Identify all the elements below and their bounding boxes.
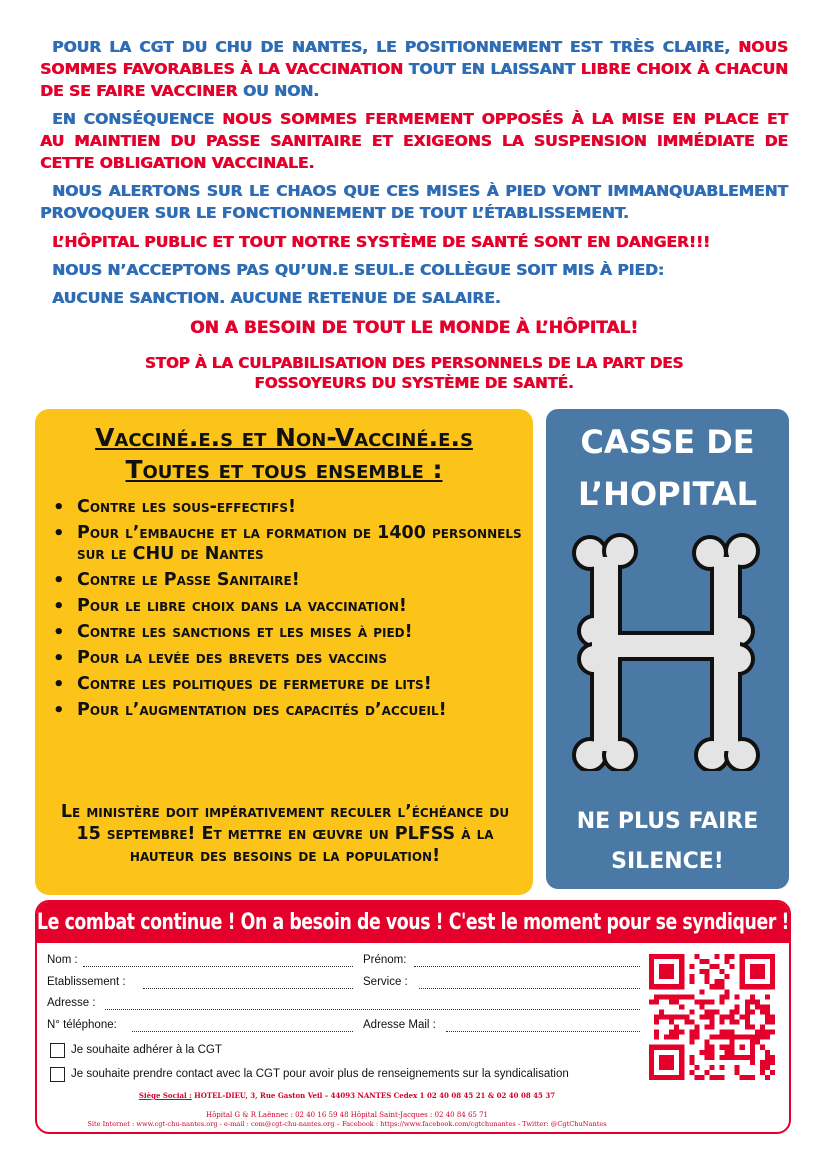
intro-paragraph-1 — [40, 36, 788, 102]
adherer-checkbox[interactable] — [50, 1043, 65, 1058]
demands-title-1: Vacciné.e.s et Non-Vacciné.e.s — [95, 423, 473, 452]
demand-item: • Pour la levée des brevets des vaccins — [53, 648, 523, 669]
service-label: Service : — [363, 976, 408, 988]
telephone-label: N° téléphone: — [47, 1019, 117, 1031]
demand-item: • Contre les politiques de fermeture de lits! — [53, 674, 523, 695]
footer-siege-text: HOTEL-DIEU, 3, Rue Gaston Veil – 44093 NANTES Cedex 1 02 40 08 45 21 & 02 40 08 45 37 — [191, 1091, 556, 1100]
email-label: Adresse Mail : — [363, 1019, 436, 1031]
demand-item: • Contre les sanctions et les mises à pied! — [53, 622, 523, 643]
demand-item: • Pour le libre choix dans la vaccination! — [53, 596, 523, 617]
demands-list — [53, 497, 523, 726]
telephone-field[interactable] — [132, 1031, 353, 1032]
demands-title-2: Toutes et tous ensemble : — [125, 455, 443, 484]
membership-form — [35, 900, 791, 1134]
adresse-label: Adresse : — [47, 997, 96, 1009]
footer-siege-label: Siège Social : — [138, 1091, 192, 1100]
poster-subtitle-line-2: SILENCE! — [611, 849, 724, 874]
poster-subtitle-line-1: NE PLUS FAIRE — [576, 809, 759, 834]
slogan-hospital: ON A BESOIN DE TOUT LE MONDE À L’HÔPITAL! — [190, 318, 638, 338]
intro-paragraph-6: AUCUNE SANCTION. AUCUNE RETENUE DE SALAIRE. — [52, 289, 501, 307]
demand-item: • Contre les sous-effectifs! — [53, 497, 523, 518]
etablissement-label: Etablissement : — [47, 976, 126, 988]
demands-box — [35, 409, 533, 895]
p1-segment: POUR LA CGT DU CHU DE NANTES, LE POSITIONNEMENT EST TRÈS CLAIRE, — [52, 38, 739, 56]
demands-conclusion: Le ministère doit impérativement reculer l’échéance du 15 septembre! Et mettre en œuvre un PLFSS à la hauteur des besoins de la population! — [60, 802, 510, 866]
prenom-label: Prénom: — [363, 954, 407, 966]
qr-code-icon[interactable] — [649, 954, 775, 1080]
bone-h-icon — [562, 533, 776, 771]
slogan-culpabilisation-line-2: FOSSOYEURS DU SYSTÈME DE SANTÉ. — [254, 374, 574, 392]
demand-item: • Contre le Passe Sanitaire! — [53, 570, 523, 591]
p2-segment: NOUS SOMMES FERMEMENT OPPOSÉS À LA MISE EN PLACE ET AU MAINTIEN DU PASSE SANITAIRE ET EXIGEONS LA SUSPENSION IMMÉDIATE DE CETTE OBLIGATION VACCINALE. — [40, 110, 788, 172]
service-field[interactable] — [419, 988, 640, 989]
p1-segment: LIBRE CHOIX À CHACUN DE SE FAIRE VACCINER — [40, 60, 788, 100]
intro-paragraph-5: NOUS N’ACCEPTONS PAS QU’UN.E SEUL.E COLLÈGUE SOIT MIS À PIED: — [52, 261, 664, 279]
p2-segment: EN CONSÉQUENCE — [52, 110, 223, 128]
intro-paragraph-2 — [40, 108, 788, 174]
contact-label: Je souhaite prendre contact avec la CGT pour avoir plus de renseignements sur la syndicalisation — [71, 1068, 569, 1080]
poster-title-line-2: L’HOPITAL — [577, 475, 758, 513]
p1-segment: NOUS SOMMES FAVORABLES À LA VACCINATION — [40, 38, 788, 78]
contact-checkbox[interactable] — [50, 1067, 65, 1082]
intro-paragraph-4: L’HÔPITAL PUBLIC ET TOUT NOTRE SYSTÈME DE SANTÉ SONT EN DANGER!!! — [52, 233, 710, 251]
footer-hopitaux: Hôpital G & R Laënnec : 02 40 16 59 48 Hôpital Saint-Jacques : 02 40 84 65 71 — [205, 1111, 489, 1119]
prenom-field[interactable] — [414, 966, 640, 967]
p1-segment: TOUT EN LAISSANT — [402, 60, 581, 78]
email-field[interactable] — [446, 1031, 640, 1032]
p1-segment: OU NON. — [237, 82, 320, 100]
adresse-field[interactable] — [105, 1009, 640, 1010]
footer-siege — [37, 1091, 657, 1100]
nom-field[interactable] — [83, 966, 353, 967]
poster-title-line-1: CASSE DE — [580, 423, 755, 461]
poster-panel — [546, 409, 789, 889]
etablissement-field[interactable] — [143, 988, 353, 989]
intro-paragraph-3: NOUS ALERTONS SUR LE CHAOS QUE CES MISES À PIED VONT IMMANQUABLEMENT PROVOQUER SUR LE FONCTIONNEMENT DE TOUT L’ÉTABLISSEMENT. — [40, 182, 788, 222]
adherer-label: Je souhaite adhérer à la CGT — [71, 1044, 222, 1056]
demand-item: • Pour l’embauche et la formation de 1400 personnels sur le CHU de Nantes — [53, 523, 523, 565]
footer-contact-links[interactable]: Site Internet : www.cgt-chu-nantes.org - e-mail : com@cgt-chu-nantes.org – Facebook : https://www.facebook.com/cgtchunantes - Twitter: @CgtChuNantes — [87, 1120, 607, 1128]
nom-label: Nom : — [47, 954, 78, 966]
demand-item: • Pour l’augmentation des capacités d’accueil! — [53, 700, 523, 721]
form-banner: Le combat continue ! On a besoin de vous ! C'est le moment pour se syndiquer ! — [37, 902, 789, 943]
slogan-culpabilisation-line-1: STOP À LA CULPABILISATION DES PERSONNELS DE LA PART DES — [144, 354, 684, 372]
